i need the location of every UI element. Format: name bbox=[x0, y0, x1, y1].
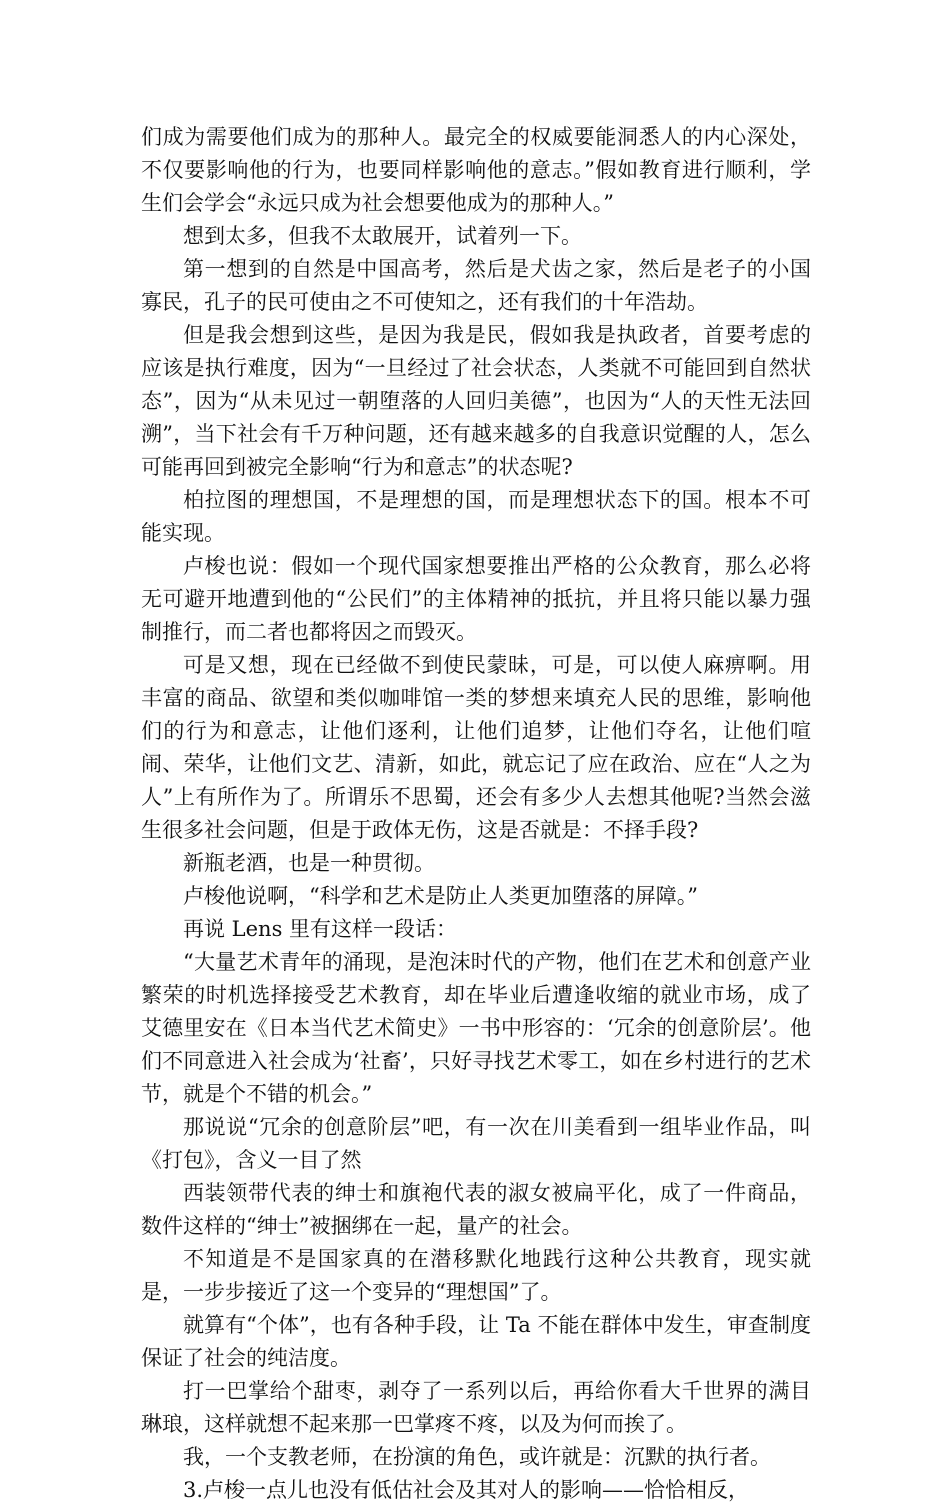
paragraph: 那说说“冗余的创意阶层”吧，有一次在川美看到一组毕业作品，叫《打包》，含义一目了然 bbox=[141, 1115, 811, 1172]
paragraph: 可是又想，现在已经做不到使民蒙昧，可是，可以使人麻痹啊。用丰富的商品、欲望和类似咖啡馆一类的梦想来填充人民的思维，影响他们的行为和意志，让他们逐利，让他们追梦，让他们夺名，让他们喧闹、荣华，让他们文艺、清新，如此，就忘记了应在政治、应在“人之为人”上有所作为了。所谓乐不思蜀，还会有多少人去想其他呢?当然会滋生很多社会问题，但是于政体无伤，这是否就是：不择手段? bbox=[141, 653, 811, 842]
paragraph: 卢梭也说：假如一个现代国家想要推出严格的公众教育，那么必将无可避开地遭到他的“公民们”的主体精神的抵抗，并且将只能以暴力强制推行，而二者也都将因之而毁灭。 bbox=[141, 554, 811, 644]
paragraph: 但是我会想到这些，是因为我是民，假如我是执政者，首要考虑的应该是执行难度，因为“一旦经过了社会状态，人类就不可能回到自然状态”，因为“从未见过一朝堕落的人回归美德”，也因为“人的天性无法回溯”，当下社会有千万种问题，还有越来越多的自我意识觉醒的人，怎么可能再回到被完全影响“行为和意志”的状态呢? bbox=[141, 323, 811, 479]
paragraph: “大量艺术青年的涌现，是泡沫时代的产物，他们在艺术和创意产业繁荣的时机选择接受艺术教育，却在毕业后遭逢收缩的就业市场，成了艾德里安在《日本当代艺术简史》一书中形容的：‘冗余的创意阶层’。他们不同意进入社会成为‘社畜’，只好寻找艺术零工，如在乡村进行的艺术节，就是个不错的机会。” bbox=[141, 950, 811, 1106]
document-body bbox=[141, 121, 811, 1507]
paragraph: 再说 Lens 里有这样一段话： bbox=[183, 917, 458, 941]
paragraph: 3.卢梭一点儿也没有低估社会及其对人的影响——恰恰相反， bbox=[183, 1478, 750, 1502]
paragraph: 卢梭他说啊，“科学和艺术是防止人类更加堕落的屏障。” bbox=[183, 884, 698, 908]
paragraph: 柏拉图的理想国，不是理想的国，而是理想状态下的国。根本不可能实现。 bbox=[141, 488, 811, 545]
paragraph: 就算有“个体”，也有各种手段，让 Ta 不能在群体中发生，审查制度保证了社会的纯洁度。 bbox=[141, 1313, 811, 1370]
paragraph: 不知道是不是国家真的在潜移默化地践行这种公共教育，现实就是，一步步接近了这一个变异的“理想国”了。 bbox=[141, 1247, 811, 1304]
paragraph: 第一想到的自然是中国高考，然后是犬齿之家，然后是老子的小国寡民，孔子的民可使由之不可使知之，还有我们的十年浩劫。 bbox=[141, 257, 811, 314]
paragraph: 想到太多，但我不太敢展开，试着列一下。 bbox=[183, 224, 582, 248]
paragraph: 打一巴掌给个甜枣，剥夺了一系列以后，再给你看大千世界的满目琳琅，这样就想不起来那一巴掌疼不疼，以及为何而挨了。 bbox=[141, 1379, 811, 1436]
paragraph: 西装领带代表的绅士和旗袍代表的淑女被扁平化，成了一件商品，数件这样的“绅士”被捆绑在一起，量产的社会。 bbox=[141, 1181, 811, 1238]
paragraph: 我，一个支教老师，在扮演的角色，或许就是：沉默的执行者。 bbox=[183, 1445, 771, 1469]
paragraph: 新瓶老酒，也是一种贯彻。 bbox=[183, 851, 435, 875]
paragraph: 们成为需要他们成为的那种人。最完全的权威要能洞悉人的内心深处，不仅要影响他的行为，也要同样影响他的意志。”假如教育进行顺利，学生们会学会“永远只成为社会想要他成为的那种人。” bbox=[141, 125, 811, 215]
